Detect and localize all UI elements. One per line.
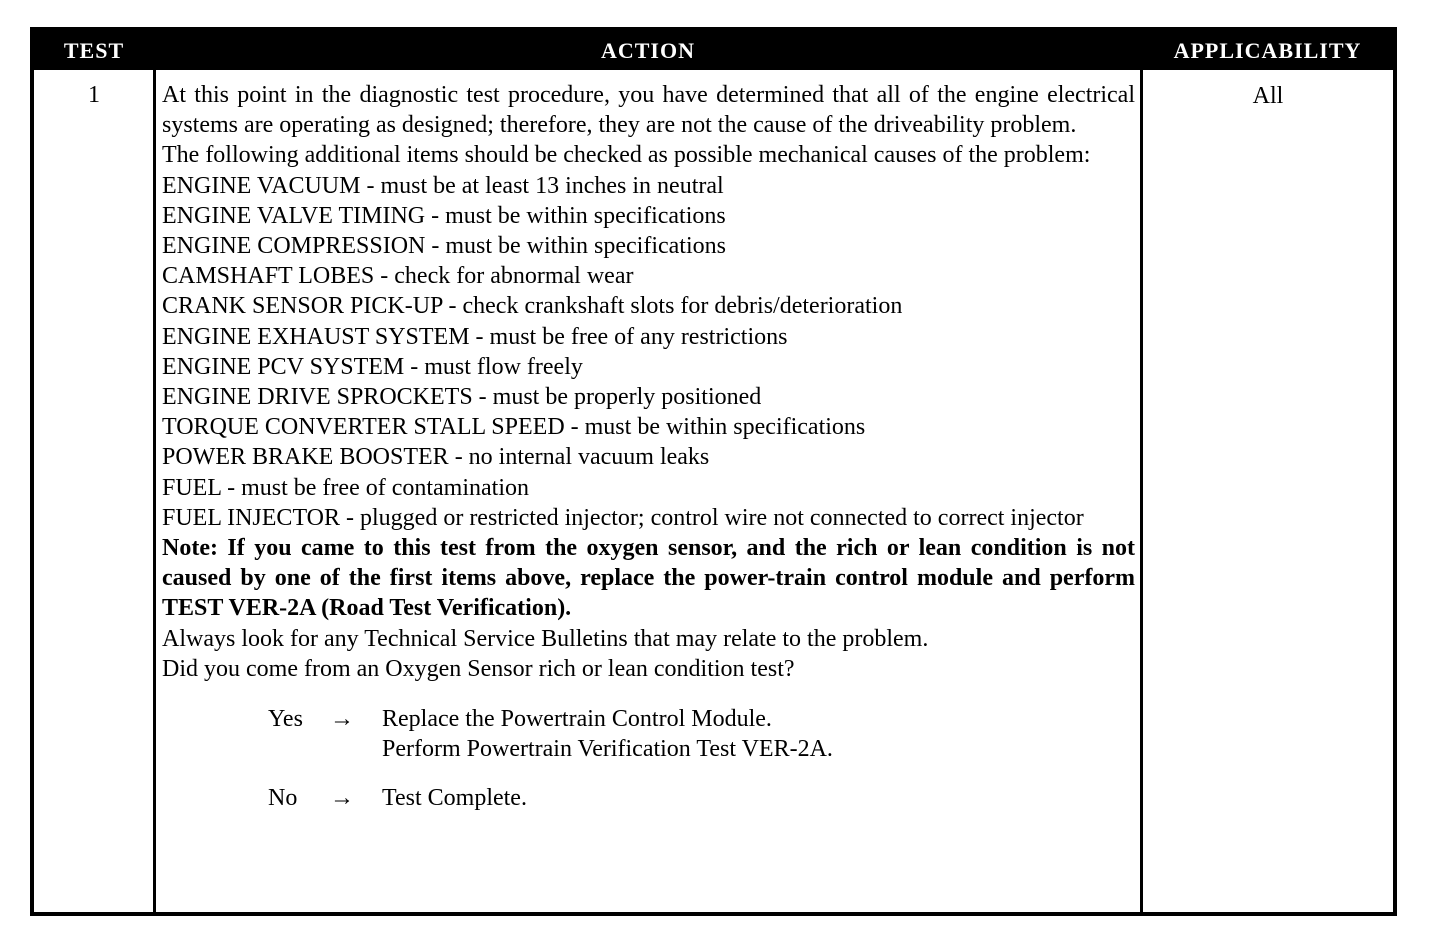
check-item: ENGINE COMPRESSION - must be within specifications xyxy=(162,233,726,260)
arrow-icon: → xyxy=(330,706,354,733)
diagnostic-table xyxy=(30,27,1397,916)
additional-items-paragraph: The following additional items should be checked as possible mechanical causes of the problem: xyxy=(162,142,1091,169)
header-action: ACTION xyxy=(600,38,695,63)
note-paragraph: Note: If you came to this test from the oxygen sensor, and the rich or lean condition is not caused by one of the first items above, replace the power-train control module and perform TEST VER-2A (Road Test Verification). xyxy=(162,535,1135,622)
table-header xyxy=(34,31,1393,70)
applicability-value: All xyxy=(1252,83,1284,109)
column-divider xyxy=(153,70,156,912)
no-action: Test Complete. xyxy=(382,785,527,812)
question-text: Did you come from an Oxygen Sensor rich or lean condition test? xyxy=(162,655,795,682)
yes-branch-continued xyxy=(162,734,1135,764)
header-applicability: APPLICABILITY xyxy=(1173,38,1362,63)
action-cell xyxy=(162,80,1135,813)
check-item: ENGINE EXHAUST SYSTEM - must be free of any restrictions xyxy=(162,323,788,350)
bulletins-text: Always look for any Technical Service Bulletins that may relate to the problem. xyxy=(162,625,929,652)
answer-branches xyxy=(162,704,1135,813)
check-item: ENGINE VACUUM - must be at least 13 inches in neutral xyxy=(162,172,724,199)
check-item: POWER BRAKE BOOSTER - no internal vacuum leaks xyxy=(162,444,710,471)
intro-paragraph: At this point in the diagnostic test procedure, you have determined that all of the engine electrical systems are operating as designed; therefore, they are not the cause of the driveability problem. xyxy=(162,82,1135,139)
check-item: FUEL - must be free of contamination xyxy=(162,474,530,501)
yes-label: Yes xyxy=(268,706,303,733)
check-item: CRANK SENSOR PICK-UP - check crankshaft slots for debris/deterioration xyxy=(162,293,903,320)
arrow-icon: → xyxy=(330,785,354,812)
check-item: ENGINE PCV SYSTEM - must flow freely xyxy=(162,353,583,380)
check-item: ENGINE DRIVE SPROCKETS - must be properly positioned xyxy=(162,384,762,411)
yes-action-2: Perform Powertrain Verification Test VER-2A. xyxy=(382,736,833,763)
no-label: No xyxy=(268,785,298,812)
check-item: CAMSHAFT LOBES - check for abnormal wear xyxy=(162,263,634,290)
check-item: FUEL INJECTOR - plugged or restricted injector; control wire not connected to correct injector xyxy=(162,504,1084,531)
no-branch xyxy=(162,783,1135,813)
check-item: ENGINE VALVE TIMING - must be within specifications xyxy=(162,202,726,229)
header-test: TEST xyxy=(63,38,125,63)
check-item: TORQUE CONVERTER STALL SPEED - must be within specifications xyxy=(162,414,866,441)
test-number: 1 xyxy=(88,82,100,108)
yes-action-1: Replace the Powertrain Control Module. xyxy=(382,706,772,733)
yes-branch xyxy=(162,704,1135,734)
column-divider xyxy=(1140,70,1143,912)
